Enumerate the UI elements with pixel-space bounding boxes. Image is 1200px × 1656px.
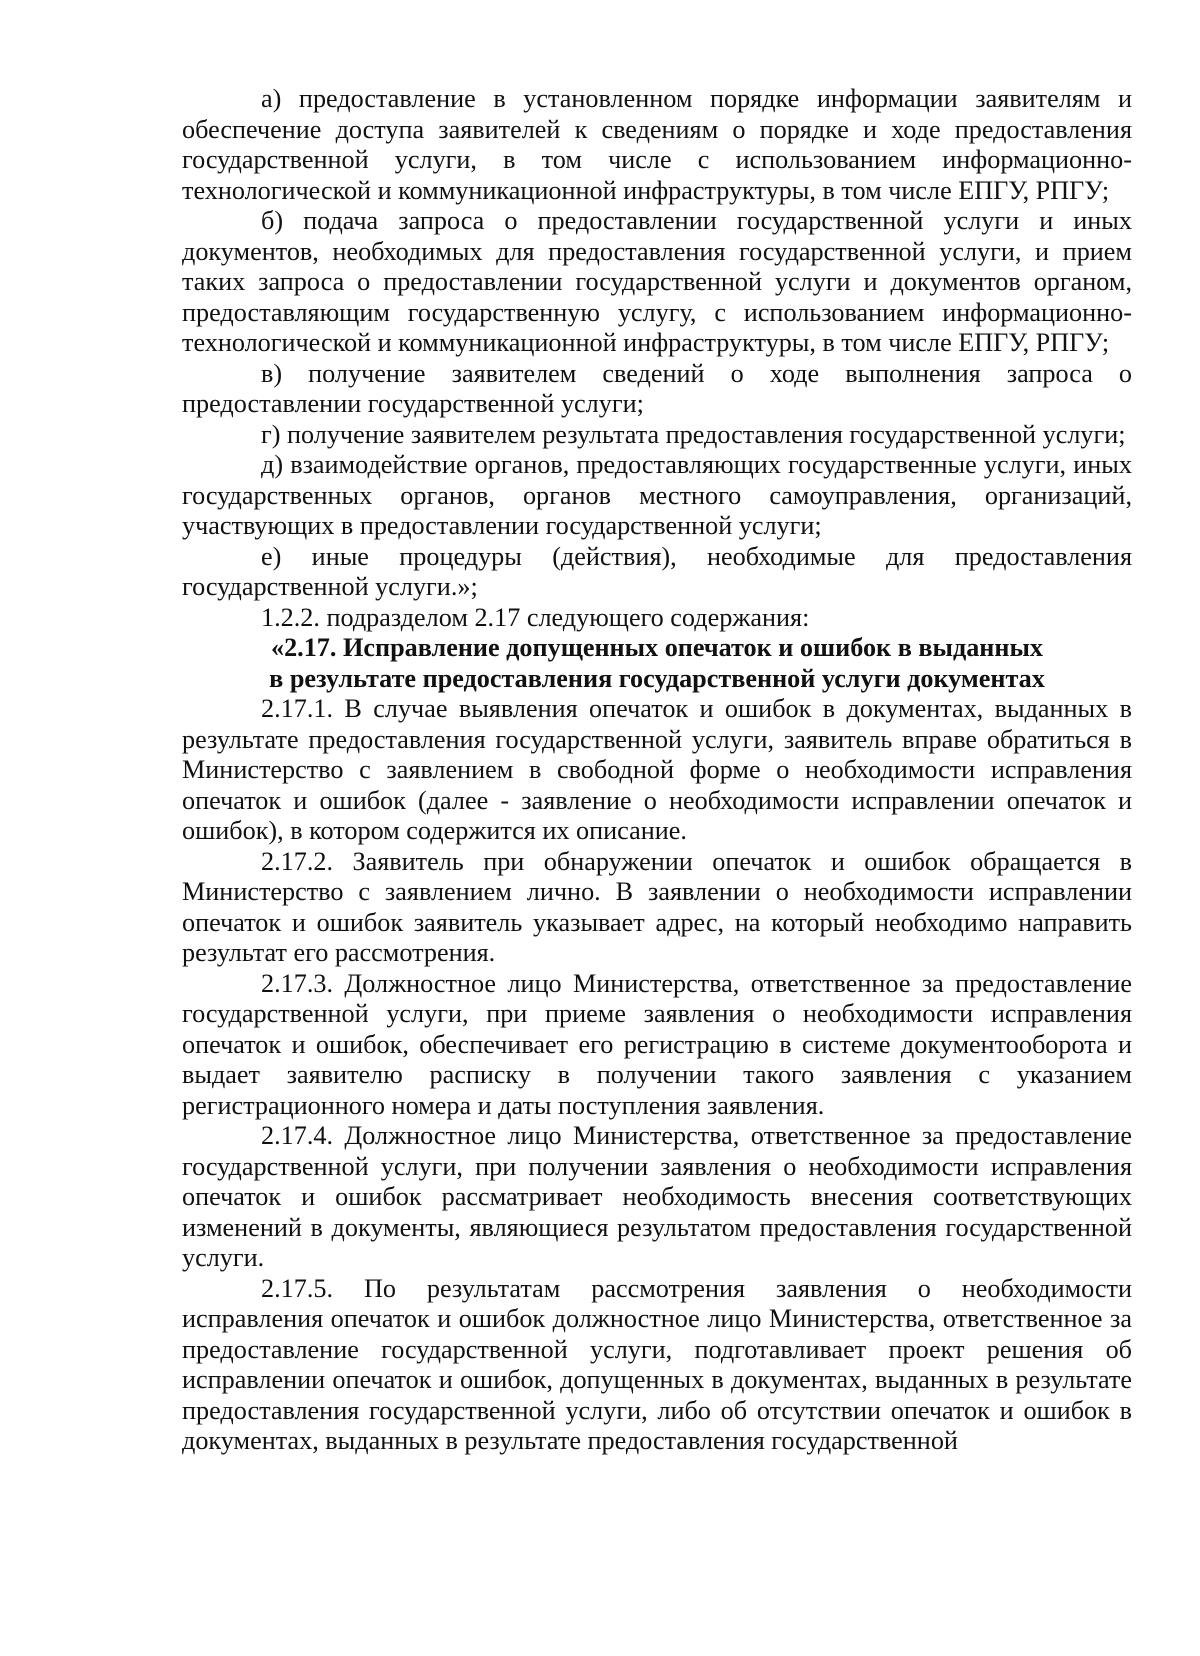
clause-2-17-3: 2.17.3. Должностное лицо Министерства, ответственное за предоставление государственной услуги, при приеме заявления о необходимости исправления опечаток и ошибок, обеспечивает его регистрацию в системе документооборота и выдает заявителю расписку в получении такого заявления с указанием регистрационного номера и даты поступления заявления.	[182, 968, 1132, 1120]
document-body	[182, 84, 1132, 1457]
section-heading-line-1: «2.17. Исправление допущенных опечаток и ошибок в выданных	[270, 633, 1044, 662]
paragraph-v: в) получение заявителем сведений о ходе выполнения запроса о предоставлении государственной услуги;	[182, 358, 1132, 418]
clause-2-17-4: 2.17.4. Должностное лицо Министерства, ответственное за предоставление государственной услуги, при получении заявления о необходимости исправления опечаток и ошибок рассматривает необходимость внесения соответствующих изменений в документы, являющиеся результатом предоставления государственной услуги.	[182, 1121, 1132, 1272]
paragraph-e: е) иные процедуры (действия), необходимые для предоставления государственной услуги.»;	[182, 541, 1132, 601]
clause-2-17-1: 2.17.1. В случае выявления опечаток и ошибок в документах, выданных в результате предоставления государственной услуги, заявитель вправе обратиться в Министерство с заявлением в свободной форме о необходимости исправления опечаток и ошибок (далее - заявление о необходимости исправлении опечаток и ошибок), в котором содержится их описание.	[182, 694, 1132, 845]
paragraph-d: д) взаимодействие органов, предоставляющих государственные услуги, иных государственных органов, органов местного самоуправления, организаций, участвующих в предоставлении государственной услуги;	[182, 450, 1132, 540]
clause-2-17-5: 2.17.5. По результатам рассмотрения заявления о необходимости исправления опечаток и ошибок должностное лицо Министерства, ответственное за предоставление государственной услуги, подготавливает проект решения об исправлении опечаток и ошибок, допущенных в документах, выданных в результате предоставления государственной услуги, либо об отсутствии опечаток и ошибок в документах, выданных в результате предоставления государственной	[182, 1273, 1132, 1455]
section-heading-line-2: в результате предоставления государственной услуги документах	[269, 663, 1045, 693]
subsection-1-2-2: 1.2.2. подразделом 2.17 следующего содержания:	[261, 602, 810, 632]
paragraph-g: г) получение заявителем результата предоставления государственной услуги;	[261, 419, 1126, 449]
section-heading-2-17	[182, 633, 1132, 694]
paragraph-b: б) подача запроса о предоставлении государственной услуги и иных документов, необходимых для предоставления государственной услуги, и прием таких запроса о предоставлении государственной услуги и документов органом, предоставляющим государственную услугу, с использованием информационно-технологической и коммуникационной инфраструктуры, в том числе ЕПГУ, РПГУ;	[182, 206, 1132, 357]
clause-2-17-2: 2.17.2. Заявитель при обнаружении опечаток и ошибок обращается в Министерство с заявлением лично. В заявлении о необходимости исправлении опечаток и ошибок заявитель указывает адрес, на который необходимо направить результат его рассмотрения.	[182, 846, 1132, 967]
paragraph-a: а) предоставление в установленном порядке информации заявителям и обеспечение доступа заявителей к сведениям о порядке и ходе предоставления государственной услуги, в том числе с использованием информационно-технологической и коммуникационной инфраструктуры, в том числе ЕПГУ, РПГУ;	[182, 84, 1132, 205]
